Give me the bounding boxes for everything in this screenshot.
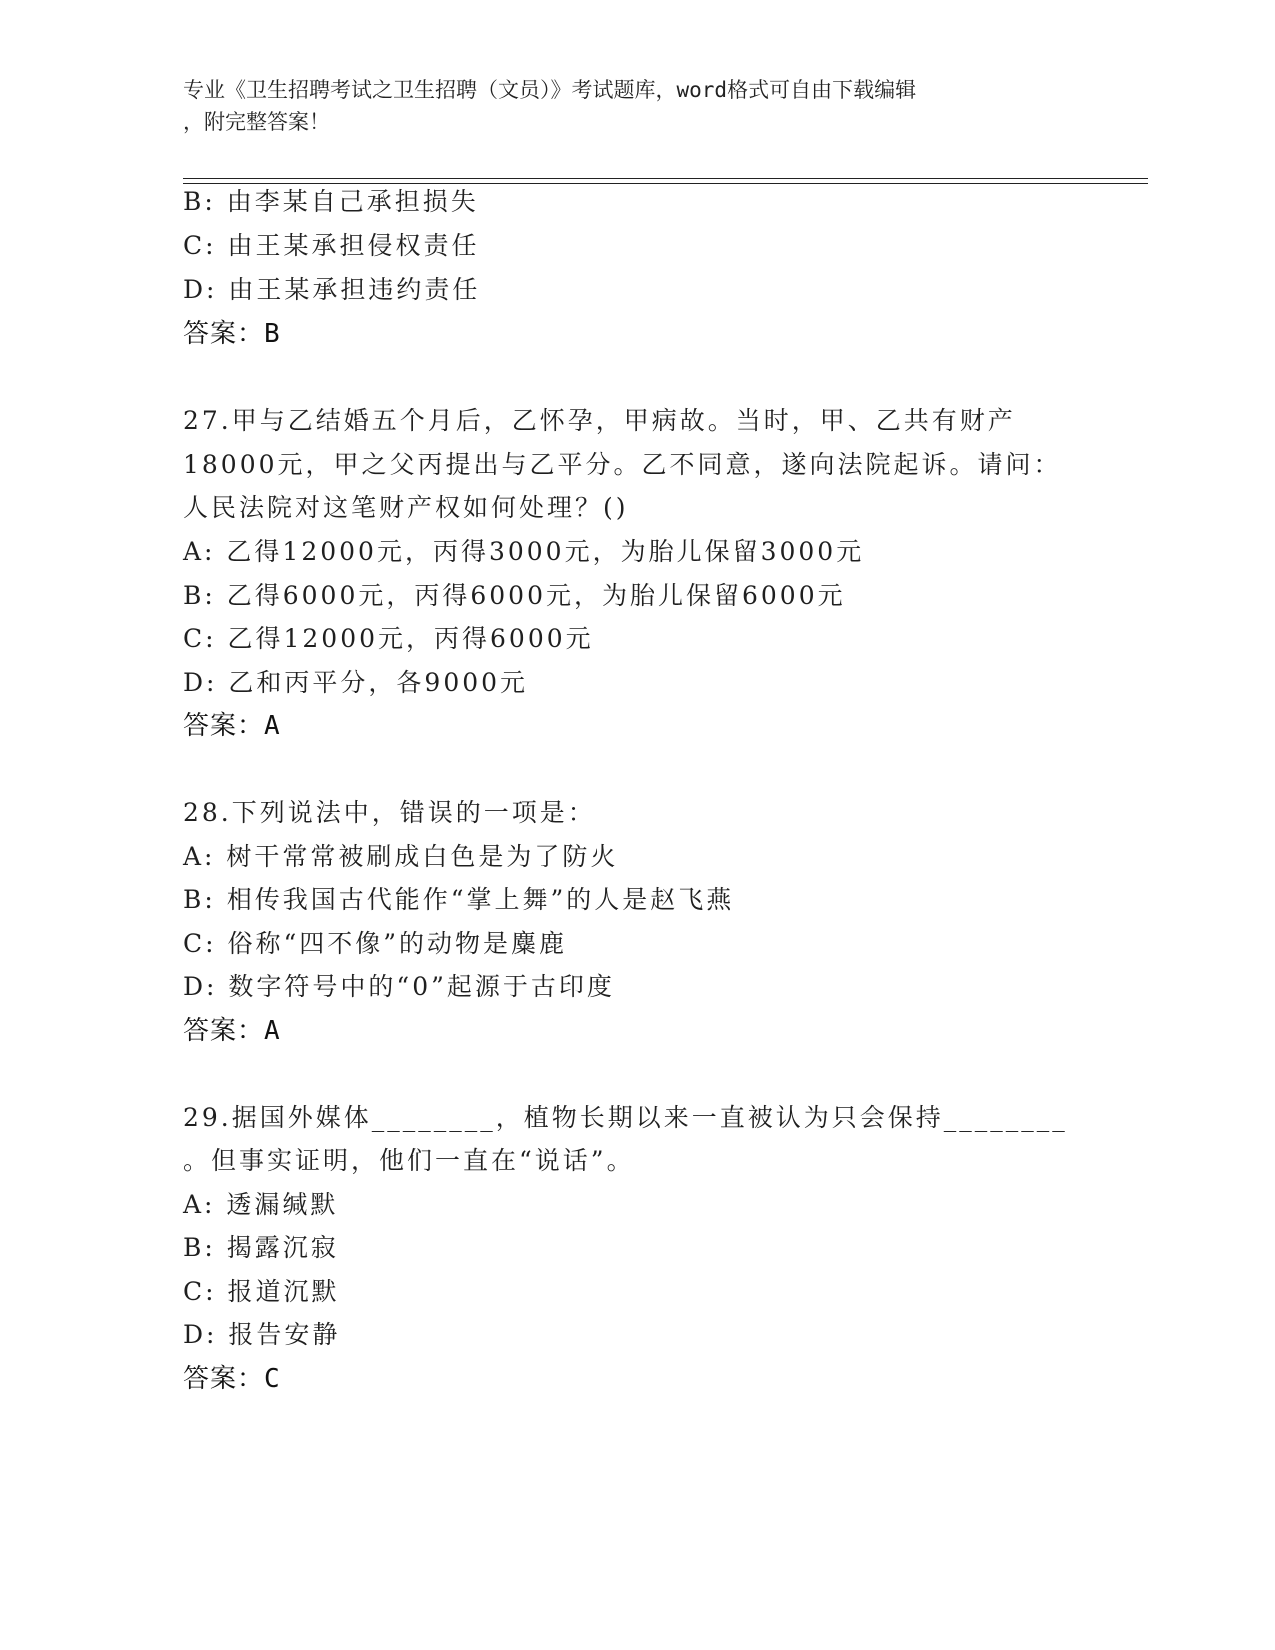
- option-d: D: 由王某承担违约责任: [183, 275, 481, 304]
- answer-line: 答案：C: [183, 1364, 281, 1394]
- header-rule-bottom: [183, 183, 1148, 184]
- question-stem-line: 18000元，甲之父丙提出与乙平分。乙不同意，遂向法院起诉。请问：: [183, 450, 1062, 479]
- option-c: C: 由王某承担侵权责任: [183, 231, 480, 260]
- option-b: B: 揭露沉寂: [183, 1233, 339, 1262]
- option-d: D: 数字符号中的“0”起源于古印度: [183, 972, 615, 1001]
- option-d: D: 报告安静: [183, 1320, 341, 1349]
- answer-line: 答案：A: [183, 1016, 281, 1046]
- option-b: B: 相传我国古代能作“掌上舞”的人是赵飞燕: [183, 885, 735, 914]
- option-a: A: 透漏缄默: [183, 1190, 339, 1219]
- option-c: C: 报道沉默: [183, 1277, 340, 1306]
- header-line-1: 专业《卫生招聘考试之卫生招聘（文员）》考试题库，word格式可自由下载编辑: [183, 78, 917, 102]
- header-line-2: ，附完整答案！: [183, 110, 330, 134]
- question-stem-line: 人民法院对这笔财产权如何处理？(): [183, 493, 629, 522]
- question-stem-line: 28.下列说法中，错误的一项是：: [183, 798, 596, 827]
- question-stem-line: 29.据国外媒体________，植物长期以来一直被认为只会保持________: [183, 1103, 1068, 1132]
- answer-line: 答案：B: [183, 319, 281, 349]
- question-stem-line: 。但事实证明，他们一直在“说话”。: [183, 1146, 635, 1175]
- answer-line: 答案：A: [183, 711, 281, 741]
- option-d: D: 乙和丙平分，各9000元: [183, 668, 529, 697]
- option-c: C: 乙得12000元，丙得6000元: [183, 624, 594, 653]
- option-a: A: 乙得12000元，丙得3000元，为胎儿保留3000元: [183, 537, 865, 566]
- document-header: [183, 74, 1063, 138]
- option-b: B: 由李某自己承担损失: [183, 187, 479, 216]
- option-a: A: 树干常常被刷成白色是为了防火: [183, 842, 619, 871]
- option-b: B: 乙得6000元，丙得6000元，为胎儿保留6000元: [183, 581, 846, 610]
- option-c: C: 俗称“四不像”的动物是麋鹿: [183, 929, 568, 958]
- question-stem-line: 27.甲与乙结婚五个月后，乙怀孕，甲病故。当时，甲、乙共有财产: [183, 406, 1016, 435]
- header-rule-top: [183, 178, 1148, 179]
